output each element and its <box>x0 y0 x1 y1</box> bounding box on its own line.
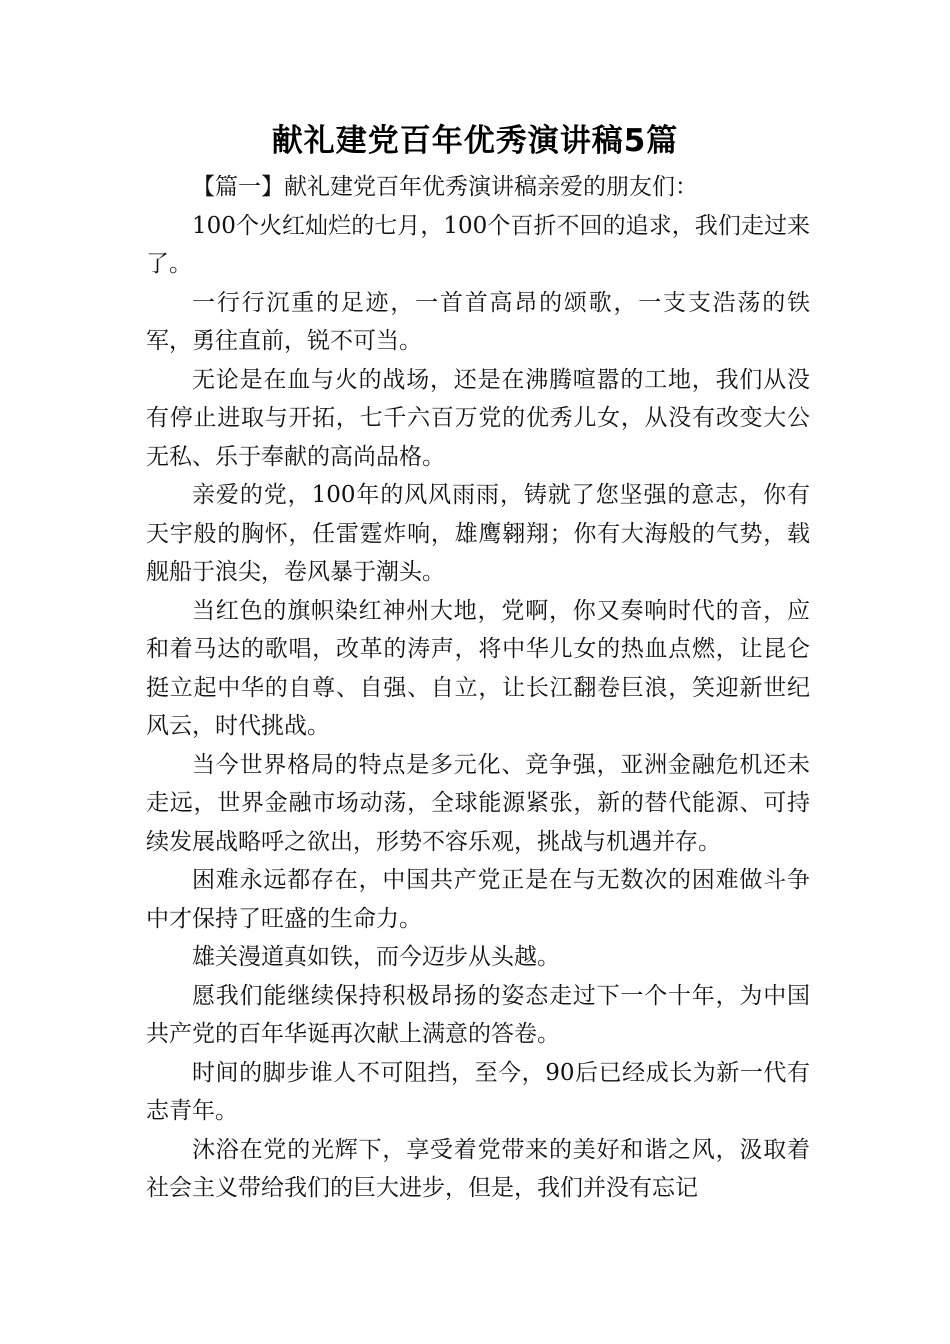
paragraph: 【篇一】献礼建党百年优秀演讲稿亲爱的朋友们： <box>192 174 698 200</box>
paragraph: 无论是在血与火的战场，还是在沸腾喧嚣的工地，我们从没有停止进取与开拓，七千六百万党的优秀儿女，从没有改变大公无私、乐于奉献的高尚品格。 <box>146 366 810 470</box>
paragraph: 雄关漫道真如铁，而今迈步从头越。 <box>192 944 560 970</box>
paragraph: 亲爱的党，100年的风风雨雨，铸就了您坚强的意志，你有天宇般的胸怀，任雷霆炸响，雄鹰翱翔；你有大海般的气势，载舰船于浪尖，卷风暴于潮头。 <box>146 482 810 585</box>
paragraph: 当今世界格局的特点是多元化、竞争强，亚洲金融危机还未走远，世界金融市场动荡，全球能源紧张，新的替代能源、可持续发展战略呼之欲出，形势不容乐观，挑战与机遇并存。 <box>146 751 810 855</box>
paragraph: 当红色的旗帜染红神州大地，党啊，你又奏响时代的音，应和着马达的歌唱，改革的涛声，将中华儿女的热血点燃，让昆仑挺立起中华的自尊、自强、自立，让长江翻卷巨浪，笑迎新世纪风云，时代挑战。 <box>146 597 810 739</box>
paragraph: 愿我们能继续保持积极昂扬的姿态走过下一个十年，为中国共产党的百年华诞再次献上满意的答卷。 <box>146 982 810 1047</box>
document-body <box>146 168 810 1208</box>
document-title: 献礼建党百年优秀演讲稿5篇 <box>271 123 679 159</box>
paragraph: 困难永远都存在，中国共产党正是在与无数次的困难做斗争中才保持了旺盛的生命力。 <box>146 867 810 932</box>
paragraph: 100个火红灿烂的七月，100个百折不回的追求，我们走过来了。 <box>146 212 810 277</box>
paragraph: 时间的脚步谁人不可阻挡，至今，90后已经成长为新一代有志青年。 <box>146 1059 810 1124</box>
paragraph: 一行行沉重的足迹，一首首高昂的颂歌，一支支浩荡的铁军，勇往直前，锐不可当。 <box>146 289 810 354</box>
paragraph: 沐浴在党的光辉下，享受着党带来的美好和谐之风，汲取着社会主义带给我们的巨大进步，但是，我们并没有忘记 <box>146 1136 810 1201</box>
